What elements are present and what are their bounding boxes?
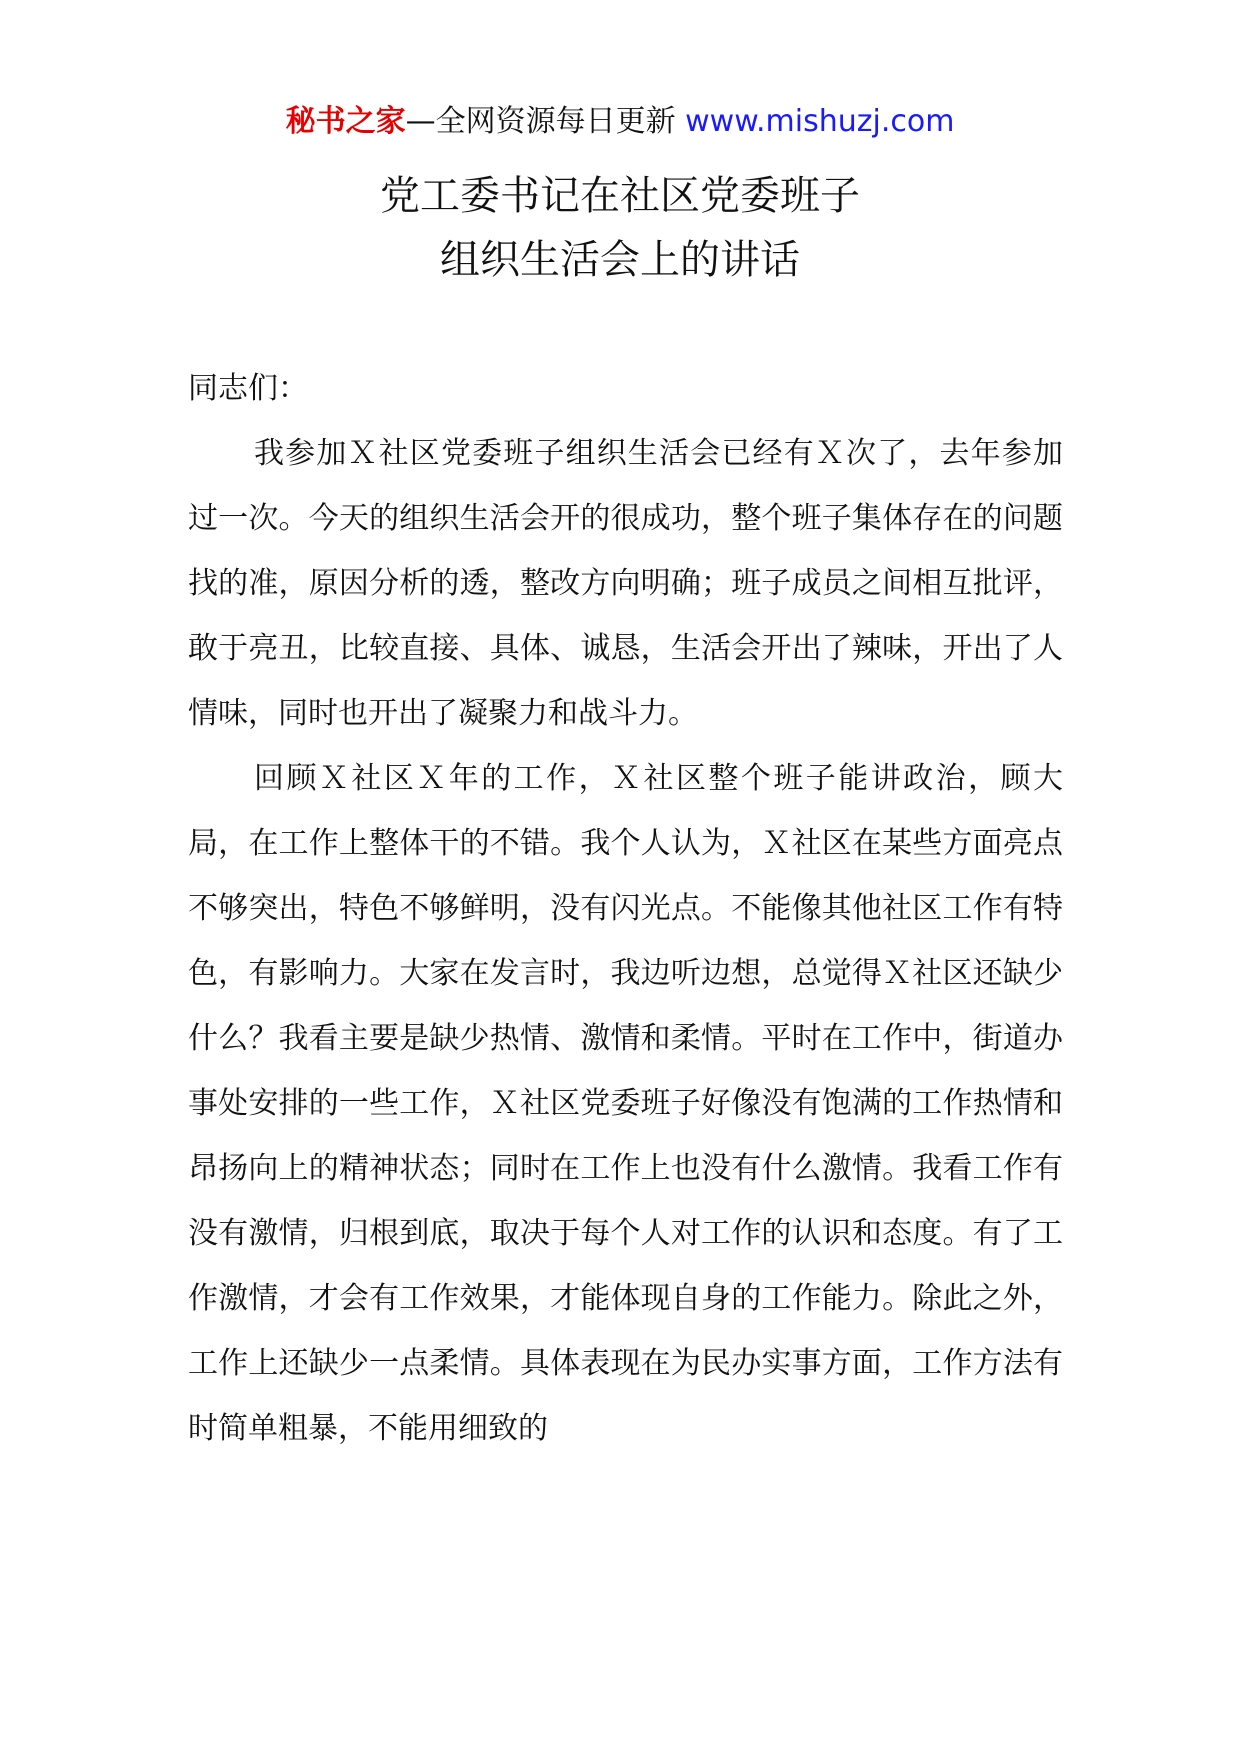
paragraph: 我参加Ｘ社区党委班子组织生活会已经有Ｘ次了，去年参加过一次。今天的组织生活会开的很成功，整个班子集体存在的问题找的准，原因分析的透，整改方向明确；班子成员之间相互批评，敢于亮丑，比较直接、具体、诚恳，生活会开出了辣味，开出了人情味，同时也开出了凝聚力和战斗力。 [188,436,1063,731]
site-tagline: —全网资源每日更新 [405,104,686,139]
site-brand: 秘书之家 [285,104,406,139]
document-title-line-1: 党工委书记在社区党委班子 [380,173,860,219]
site-url-link[interactable]: www.mishuzj.com [685,104,955,139]
body-paragraphs [188,421,1063,1461]
document-title-line-2: 组织生活会上的讲话 [440,237,800,283]
salutation: 同志们： [188,371,308,406]
paragraph: 回顾Ｘ社区Ｘ年的工作，Ｘ社区整个班子能讲政治，顾大局，在工作上整体干的不错。我个人认为，Ｘ社区在某些方面亮点不够突出，特色不够鲜明，没有闪光点。不能像其他社区工作有特色，有影响力。大家在发言时，我边听边想，总觉得Ｘ社区还缺少什么？我看主要是缺少热情、激情和柔情。平时在工作中，街道办事处安排的一些工作，Ｘ社区党委班子好像没有饱满的工作热情和昂扬向上的精神状态；同时在工作上也没有什么激情。我看工作有没有激情，归根到底，取决于每个人对工作的认识和态度。有了工作激情，才会有工作效果，才能体现自身的工作能力。除此之外，工作上还缺少一点柔情。具体表现在为民办实事方面，工作方法有时简单粗暴，不能用细致的 [188,761,1063,1446]
site-header [0,102,1240,142]
